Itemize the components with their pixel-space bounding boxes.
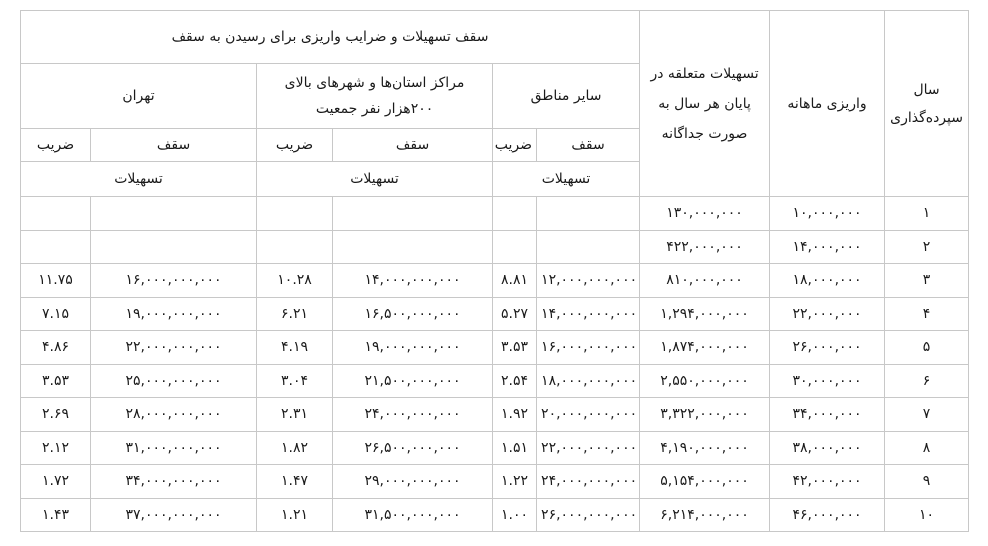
tehran-factor-cell: ۱.۷۲ xyxy=(21,465,91,499)
other-ceiling-cell: ۱۲,۰۰۰,۰۰۰,۰۰۰ xyxy=(537,264,640,298)
tehran-ceiling-label: سقف xyxy=(91,129,257,162)
provinces-ceiling-cell: ۲۴,۰۰۰,۰۰۰,۰۰۰ xyxy=(333,398,493,432)
year-cell: ۸ xyxy=(885,431,969,465)
year-cell: ۹ xyxy=(885,465,969,499)
tehran-ceiling-cell: ۳۴,۰۰۰,۰۰۰,۰۰۰ xyxy=(91,465,257,499)
deposit-cell: ۲۲,۰۰۰,۰۰۰ xyxy=(770,297,885,331)
provinces-ceiling-cell xyxy=(333,197,493,231)
provinces-ceiling-cell: ۱۴,۰۰۰,۰۰۰,۰۰۰ xyxy=(333,264,493,298)
provinces-factor-cell: ۱.۴۷ xyxy=(257,465,333,499)
table-row xyxy=(21,331,969,365)
tehran-ceiling-cell xyxy=(91,230,257,264)
facility-cell: ۱۳۰,۰۰۰,۰۰۰ xyxy=(640,197,770,231)
deposit-cell: ۴۲,۰۰۰,۰۰۰ xyxy=(770,465,885,499)
region-other-header: سایر مناطق xyxy=(493,64,640,129)
provinces-ceiling-cell xyxy=(333,230,493,264)
deposit-cell: ۲۶,۰۰۰,۰۰۰ xyxy=(770,331,885,365)
provinces-factor-cell: ۱.۲۱ xyxy=(257,498,333,532)
table-row xyxy=(21,297,969,331)
other-ceiling-cell: ۱۴,۰۰۰,۰۰۰,۰۰۰ xyxy=(537,297,640,331)
provinces-ceiling-label: سقف xyxy=(333,129,493,162)
provinces-facilities-label: تسهیلات xyxy=(257,162,493,197)
tehran-factor-cell xyxy=(21,197,91,231)
facility-cell: ۸۱۰,۰۰۰,۰۰۰ xyxy=(640,264,770,298)
provinces-factor-cell: ۱۰.۲۸ xyxy=(257,264,333,298)
other-factor-cell: ۳.۵۳ xyxy=(493,331,537,365)
monthly-deposit-column-header: واریزی ماهانه xyxy=(770,11,885,197)
other-factor-cell: ۱.۹۲ xyxy=(493,398,537,432)
other-factor-cell: ۱.۲۲ xyxy=(493,465,537,499)
deposit-cell: ۱۴,۰۰۰,۰۰۰ xyxy=(770,230,885,264)
tehran-factor-cell: ۴.۸۶ xyxy=(21,331,91,365)
other-factor-label: ضریب xyxy=(493,129,537,162)
region-tehran-header: تهران xyxy=(21,64,257,129)
table-row xyxy=(21,465,969,499)
other-factor-cell: ۵.۲۷ xyxy=(493,297,537,331)
year-cell: ۱ xyxy=(885,197,969,231)
tehran-factor-cell: ۷.۱۵ xyxy=(21,297,91,331)
table-row xyxy=(21,398,969,432)
tehran-factor-cell: ۲.۱۲ xyxy=(21,431,91,465)
other-ceiling-cell: ۲۲,۰۰۰,۰۰۰,۰۰۰ xyxy=(537,431,640,465)
deposit-cell: ۴۶,۰۰۰,۰۰۰ xyxy=(770,498,885,532)
other-ceiling-cell: ۲۶,۰۰۰,۰۰۰,۰۰۰ xyxy=(537,498,640,532)
facility-cell: ۱,۸۷۴,۰۰۰,۰۰۰ xyxy=(640,331,770,365)
other-ceiling-label: سقف xyxy=(537,129,640,162)
ceiling-title-header: سقف تسهیلات و ضرایب واریزی برای رسیدن به سقف xyxy=(21,11,640,64)
facilities-end-year-column-header: تسهیلات متعلقه در پایان هر سال به صورت جداگانه xyxy=(640,11,770,197)
tehran-factor-label: ضریب xyxy=(21,129,91,162)
deposit-cell: ۳۰,۰۰۰,۰۰۰ xyxy=(770,364,885,398)
other-factor-cell: ۸.۸۱ xyxy=(493,264,537,298)
provinces-factor-label: ضریب xyxy=(257,129,333,162)
loan-facilities-table xyxy=(20,10,969,532)
other-facilities-label: تسهیلات xyxy=(493,162,640,197)
provinces-ceiling-cell: ۲۱,۵۰۰,۰۰۰,۰۰۰ xyxy=(333,364,493,398)
other-ceiling-cell: ۱۶,۰۰۰,۰۰۰,۰۰۰ xyxy=(537,331,640,365)
other-ceiling-cell xyxy=(537,197,640,231)
provinces-ceiling-cell: ۲۹,۰۰۰,۰۰۰,۰۰۰ xyxy=(333,465,493,499)
table-row xyxy=(21,364,969,398)
table-row xyxy=(21,498,969,532)
other-ceiling-cell: ۲۴,۰۰۰,۰۰۰,۰۰۰ xyxy=(537,465,640,499)
year-column-header: سال سپرده‌گذاری xyxy=(885,11,969,197)
provinces-factor-cell: ۴.۱۹ xyxy=(257,331,333,365)
tehran-factor-cell: ۲.۶۹ xyxy=(21,398,91,432)
facility-cell: ۴۲۲,۰۰۰,۰۰۰ xyxy=(640,230,770,264)
year-cell: ۶ xyxy=(885,364,969,398)
year-cell: ۷ xyxy=(885,398,969,432)
tehran-factor-cell: ۱.۴۳ xyxy=(21,498,91,532)
tehran-ceiling-cell: ۱۶,۰۰۰,۰۰۰,۰۰۰ xyxy=(91,264,257,298)
year-cell: ۵ xyxy=(885,331,969,365)
other-ceiling-cell: ۲۰,۰۰۰,۰۰۰,۰۰۰ xyxy=(537,398,640,432)
provinces-factor-cell: ۶.۲۱ xyxy=(257,297,333,331)
tehran-ceiling-cell: ۳۷,۰۰۰,۰۰۰,۰۰۰ xyxy=(91,498,257,532)
provinces-factor-cell: ۳.۰۴ xyxy=(257,364,333,398)
tehran-ceiling-cell: ۳۱,۰۰۰,۰۰۰,۰۰۰ xyxy=(91,431,257,465)
provinces-ceiling-cell: ۱۹,۰۰۰,۰۰۰,۰۰۰ xyxy=(333,331,493,365)
table-row xyxy=(21,431,969,465)
other-factor-cell xyxy=(493,197,537,231)
facility-cell: ۲,۵۵۰,۰۰۰,۰۰۰ xyxy=(640,364,770,398)
other-ceiling-cell xyxy=(537,230,640,264)
tehran-ceiling-cell: ۲۵,۰۰۰,۰۰۰,۰۰۰ xyxy=(91,364,257,398)
year-cell: ۴ xyxy=(885,297,969,331)
provinces-ceiling-cell: ۳۱,۵۰۰,۰۰۰,۰۰۰ xyxy=(333,498,493,532)
tehran-ceiling-cell xyxy=(91,197,257,231)
provinces-factor-cell xyxy=(257,197,333,231)
facility-cell: ۴,۱۹۰,۰۰۰,۰۰۰ xyxy=(640,431,770,465)
provinces-ceiling-cell: ۲۶,۵۰۰,۰۰۰,۰۰۰ xyxy=(333,431,493,465)
facility-cell: ۳,۳۲۲,۰۰۰,۰۰۰ xyxy=(640,398,770,432)
tehran-factor-cell: ۳.۵۳ xyxy=(21,364,91,398)
tehran-ceiling-cell: ۲۲,۰۰۰,۰۰۰,۰۰۰ xyxy=(91,331,257,365)
table-row xyxy=(21,197,969,231)
facility-cell: ۱,۲۹۴,۰۰۰,۰۰۰ xyxy=(640,297,770,331)
tehran-ceiling-cell: ۱۹,۰۰۰,۰۰۰,۰۰۰ xyxy=(91,297,257,331)
deposit-cell: ۱۰,۰۰۰,۰۰۰ xyxy=(770,197,885,231)
table-row xyxy=(21,230,969,264)
provinces-factor-cell: ۲.۳۱ xyxy=(257,398,333,432)
tehran-ceiling-cell: ۲۸,۰۰۰,۰۰۰,۰۰۰ xyxy=(91,398,257,432)
year-cell: ۱۰ xyxy=(885,498,969,532)
year-cell: ۳ xyxy=(885,264,969,298)
facility-cell: ۶,۲۱۴,۰۰۰,۰۰۰ xyxy=(640,498,770,532)
deposit-cell: ۱۸,۰۰۰,۰۰۰ xyxy=(770,264,885,298)
other-factor-cell: ۲.۵۴ xyxy=(493,364,537,398)
provinces-factor-cell xyxy=(257,230,333,264)
deposit-cell: ۳۴,۰۰۰,۰۰۰ xyxy=(770,398,885,432)
other-factor-cell xyxy=(493,230,537,264)
other-ceiling-cell: ۱۸,۰۰۰,۰۰۰,۰۰۰ xyxy=(537,364,640,398)
table-row xyxy=(21,264,969,298)
year-cell: ۲ xyxy=(885,230,969,264)
provinces-ceiling-cell: ۱۶,۵۰۰,۰۰۰,۰۰۰ xyxy=(333,297,493,331)
region-provinces-header: مراکز استان‌ها و شهرهای بالای ۲۰۰هزار نفر جمعیت xyxy=(257,64,493,129)
facility-cell: ۵,۱۵۴,۰۰۰,۰۰۰ xyxy=(640,465,770,499)
tehran-factor-cell xyxy=(21,230,91,264)
other-factor-cell: ۱.۵۱ xyxy=(493,431,537,465)
deposit-cell: ۳۸,۰۰۰,۰۰۰ xyxy=(770,431,885,465)
provinces-factor-cell: ۱.۸۲ xyxy=(257,431,333,465)
other-factor-cell: ۱.۰۰ xyxy=(493,498,537,532)
tehran-factor-cell: ۱۱.۷۵ xyxy=(21,264,91,298)
tehran-facilities-label: تسهیلات xyxy=(21,162,257,197)
